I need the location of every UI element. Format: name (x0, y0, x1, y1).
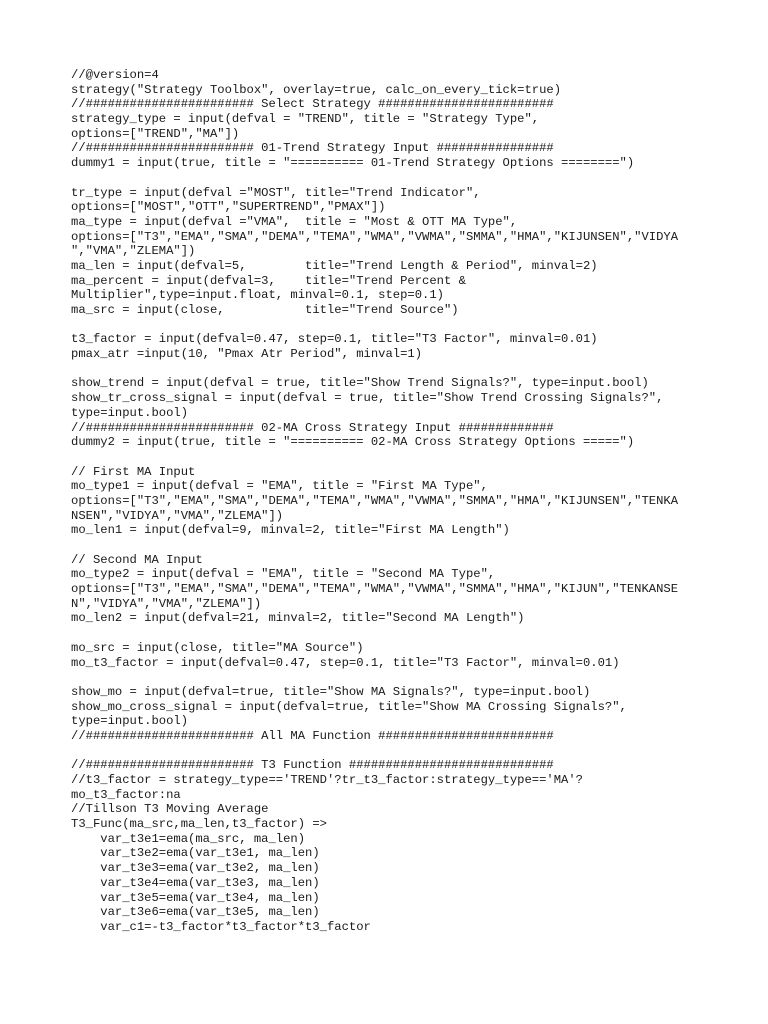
code-line: var_c1=-t3_factor*t3_factor*t3_factor (71, 919, 371, 934)
code-line: options=["T3","EMA","SMA","DEMA","TEMA","WMA","VWMA","SMMA","HMA","KIJUN","TENKANSE (71, 582, 679, 597)
code-line: t3_factor = input(defval=0.47, step=0.1, title="T3 Factor", minval=0.01) (71, 332, 598, 347)
code-line: NSEN","VIDYA","VMA","ZLEMA"]) (71, 508, 284, 523)
code-line (71, 318, 751, 333)
code-line: options=["T3","EMA","SMA","DEMA","TEMA","WMA","VWMA","SMMA","HMA","KIJUNSEN","VIDYA (71, 229, 679, 244)
code-line: mo_len2 = input(defval=21, minval=2, title="Second MA Length") (71, 611, 525, 626)
code-line: //Tillson T3 Moving Average (71, 802, 269, 817)
code-line: mo_t3_factor:na (71, 787, 181, 802)
code-line: ma_len = input(defval=5, title="Trend Length & Period", minval=2) (71, 258, 598, 273)
code-block (71, 68, 751, 935)
code-line: show_tr_cross_signal = input(defval = true, title="Show Trend Crossing Signals?", (71, 391, 664, 406)
code-line: type=input.bool) (71, 714, 189, 729)
code-line: var_t3e4=ema(var_t3e3, ma_len) (71, 875, 320, 890)
code-line: strategy("Strategy Toolbox", overlay=true, calc_on_every_tick=true) (71, 82, 562, 97)
code-line: //####################### 01-Trend Strategy Input ################ (71, 141, 554, 156)
code-line: type=input.bool) (71, 405, 189, 420)
code-line: mo_type2 = input(defval = "EMA", title = "Second MA Type", (71, 567, 496, 582)
code-line: //####################### 02-MA Cross Strategy Input ############# (71, 420, 554, 435)
code-line: dummy1 = input(true, title = "========== 01-Trend Strategy Options ========") (71, 156, 635, 171)
code-line: var_t3e3=ema(var_t3e2, ma_len) (71, 861, 320, 876)
code-line (71, 744, 751, 759)
code-line: T3_Func(ma_src,ma_len,t3_factor) => (71, 817, 327, 832)
code-line: var_t3e1=ema(ma_src, ma_len) (71, 831, 306, 846)
code-line: //####################### T3 Function ############################ (71, 758, 554, 773)
code-line (71, 450, 751, 465)
code-line: //####################### Select Strategy ######################## (71, 97, 554, 112)
code-line: mo_len1 = input(defval=9, minval=2, title="First MA Length") (71, 523, 510, 538)
code-line: ma_type = input(defval ="VMA", title = "Most & OTT MA Type", (71, 214, 518, 229)
code-line: show_trend = input(defval = true, title="Show Trend Signals?", type=input.bool) (71, 376, 649, 391)
code-line (71, 626, 751, 641)
code-line: mo_t3_factor = input(defval=0.47, step=0.1, title="T3 Factor", minval=0.01) (71, 655, 620, 670)
code-line: Multiplier",type=input.float, minval=0.1, step=0.1) (71, 288, 444, 303)
code-line: options=["TREND","MA"]) (71, 126, 240, 141)
code-line: N","VIDYA","VMA","ZLEMA"]) (71, 596, 262, 611)
code-line: show_mo = input(defval=true, title="Show MA Signals?", type=input.bool) (71, 684, 591, 699)
code-line (71, 171, 751, 186)
code-line: tr_type = input(defval ="MOST", title="Trend Indicator", (71, 185, 481, 200)
code-line (71, 670, 751, 685)
code-line: options=["T3","EMA","SMA","DEMA","TEMA","WMA","VWMA","SMMA","HMA","KIJUNSEN","TENKA (71, 493, 679, 508)
code-line (71, 538, 751, 553)
code-line: pmax_atr =input(10, "Pmax Atr Period", minval=1) (71, 347, 423, 362)
code-line (71, 362, 751, 377)
code-line: ma_percent = input(defval=3, title="Trend Percent & (71, 273, 466, 288)
code-line: var_t3e6=ema(var_t3e5, ma_len) (71, 905, 320, 920)
code-line: ma_src = input(close, title="Trend Source") (71, 303, 459, 317)
code-line: var_t3e5=ema(var_t3e4, ma_len) (71, 890, 320, 905)
code-line: //@version=4 (71, 68, 159, 82)
code-line: //####################### All MA Function ######################## (71, 728, 554, 743)
code-line: strategy_type = input(defval = "TREND", title = "Strategy Type", (71, 112, 540, 127)
code-line: //t3_factor = strategy_type=='TREND'?tr_t3_factor:strategy_type=='MA'? (71, 773, 583, 787)
code-line: mo_src = input(close, title="MA Source") (71, 640, 364, 655)
code-line: show_mo_cross_signal = input(defval=true, title="Show MA Crossing Signals?", (71, 699, 627, 714)
code-line: ","VMA","ZLEMA"]) (71, 244, 196, 259)
code-line: dummy2 = input(true, title = "========== 02-MA Cross Strategy Options =====") (71, 435, 635, 450)
code-line: mo_type1 = input(defval = "EMA", title = "First MA Type", (71, 479, 488, 494)
code-line: options=["MOST","OTT","SUPERTREND","PMAX"]) (71, 200, 386, 215)
code-line: var_t3e2=ema(var_t3e1, ma_len) (71, 846, 320, 861)
code-line: // First MA Input (71, 464, 196, 479)
code-line: // Second MA Input (71, 552, 203, 567)
